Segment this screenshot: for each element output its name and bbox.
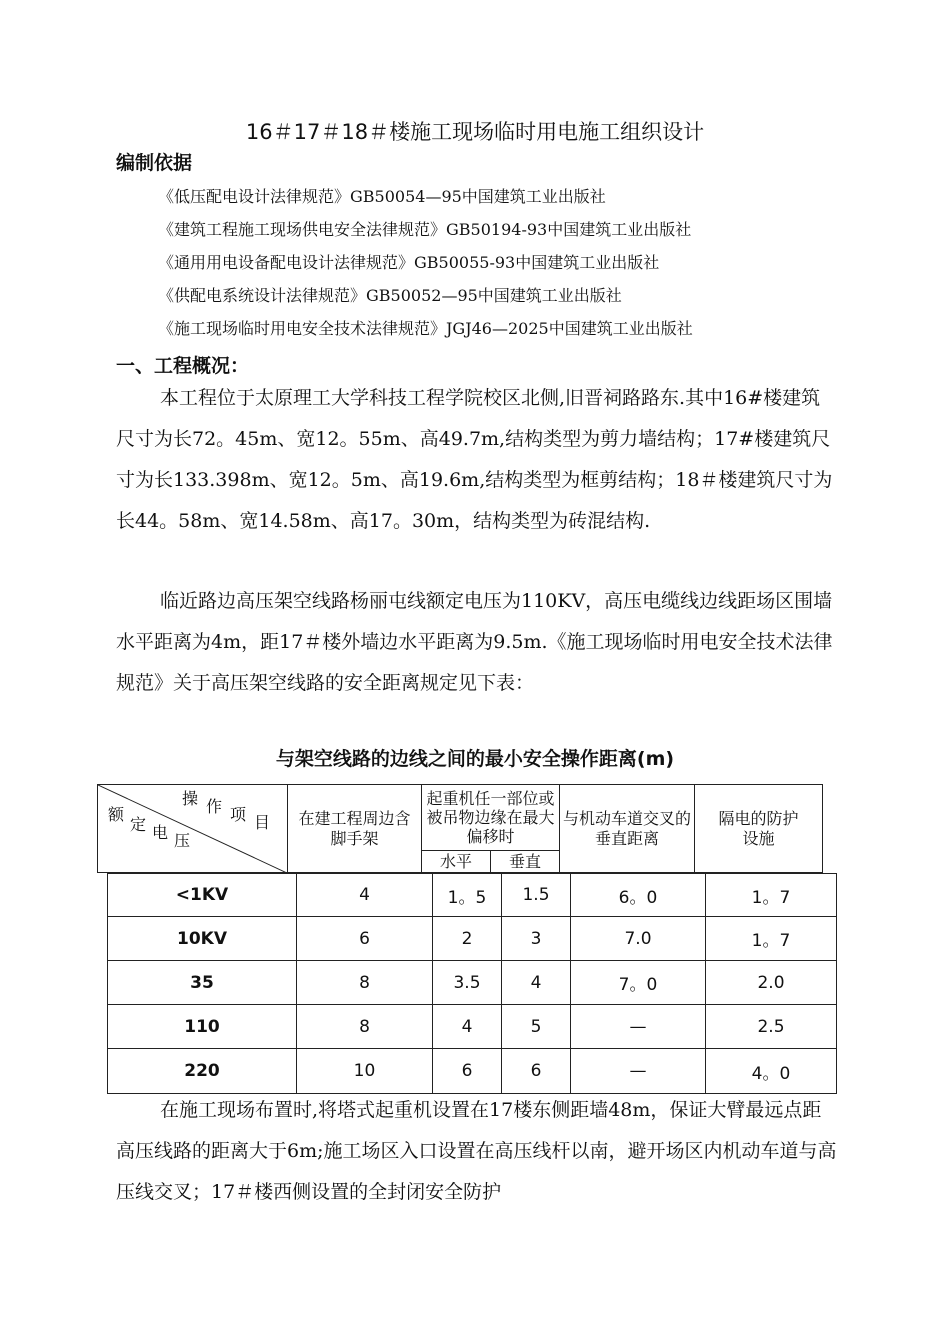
header-crane-offset <box>422 785 560 851</box>
overview-heading: 一、工程概况： <box>116 355 250 377</box>
value-cell: 8 <box>297 961 433 1005</box>
reference-1: 《低压配电设计法律规范》GB50054—95中国建筑工业出版社 <box>158 187 606 206</box>
value-cell: 3 <box>502 917 571 961</box>
basis-heading: 编制依据 <box>116 152 193 174</box>
site-layout-paragraph: 在施工现场布置时,将塔式起重机设置在17楼东侧距墙48m，保证大臂最远点距高压线路的距离大于6m;施工场区入口设置在高压线杆以南，避开场区内机动车道与高压线交叉；17＃楼西侧设置的全封闭安全防护 <box>116 1099 837 1203</box>
reference-2: 《建筑工程施工现场供电安全法律规范》GB50194-93中国建筑工业出版社 <box>158 220 692 239</box>
value-cell: 4。0 <box>706 1049 837 1094</box>
value-cell: 10 <box>297 1049 433 1094</box>
value-cell: 6 <box>433 1049 502 1094</box>
value-cell: 2.5 <box>706 1005 837 1049</box>
table-row <box>108 1005 837 1049</box>
corner-label-1: 操 <box>182 789 199 808</box>
header-building-perimeter <box>288 785 422 873</box>
value-cell: 6 <box>297 917 433 961</box>
overview-paragraph-1: 本工程位于太原理工大学科技工程学院校区北侧,旧晋祠路路东.其中16#楼建筑尺寸为长72。45m、宽12。55m、高49.7m,结构类型为剪力墙结构；17#楼建筑尺寸为长133.398m、宽12。5m、高19.6m,结构类型为框剪结构；18＃楼建筑尺寸为长44。58m、宽14.58m、高17。30m，结构类型为砖混结构. <box>116 387 833 532</box>
value-cell: 7。0 <box>571 961 706 1005</box>
value-cell: 4 <box>433 1005 502 1049</box>
corner-label-6: 定 <box>130 815 147 834</box>
value-cell: 8 <box>297 1005 433 1049</box>
table-row <box>108 874 837 917</box>
value-cell: 1。7 <box>706 917 837 961</box>
table-row <box>108 961 837 1005</box>
overview-paragraph-2: 临近路边高压架空线路杨丽屯线额定电压为110KV，高压电缆线边线距场区围墙水平距离为4m，距17＃楼外墙边水平距离为9.5m.《施工现场临时用电安全技术法律规范》关于高压架空线路的安全距离规定见下表： <box>116 590 833 694</box>
voltage-cell: 220 <box>108 1049 297 1094</box>
value-cell: 4 <box>502 961 571 1005</box>
header-vehicle-crossing-text: 与机动车道交叉的垂直距离 <box>562 808 691 848</box>
table-caption: 与架空线路的边线之间的最小安全操作距离(m) <box>275 748 675 770</box>
distance-table-header <box>97 784 823 873</box>
voltage-cell: 35 <box>108 961 297 1005</box>
header-vertical: 垂直 <box>491 851 560 873</box>
value-cell: — <box>571 1049 706 1094</box>
header-building-perimeter-text: 在建工程周边含脚手架 <box>298 808 411 848</box>
value-cell: 2.0 <box>706 961 837 1005</box>
corner-label-3: 项 <box>230 805 247 824</box>
reference-3: 《通用用电设备配电设计法律规范》GB50055-93中国建筑工业出版社 <box>158 253 660 272</box>
corner-label-7: 电 <box>152 823 169 842</box>
header-horizontal: 水平 <box>422 851 491 873</box>
corner-label-5: 额 <box>108 805 125 824</box>
value-cell: 7.0 <box>571 917 706 961</box>
value-cell: 1。7 <box>706 874 837 917</box>
corner-label-2: 作 <box>206 797 223 816</box>
header-isolation <box>695 785 823 873</box>
header-crane-offset-text: 起重机任一部位或被吊物边缘在最大偏移时 <box>426 789 555 846</box>
value-cell: 6。0 <box>571 874 706 917</box>
corner-label-8: 压 <box>174 831 191 850</box>
voltage-cell: <1KV <box>108 874 297 917</box>
value-cell: 3.5 <box>433 961 502 1005</box>
value-cell: — <box>571 1005 706 1049</box>
header-isolation-text: 隔电的防护设施 <box>718 808 799 848</box>
corner-cell <box>98 785 288 873</box>
header-vehicle-crossing <box>560 785 695 873</box>
distance-table-body <box>107 873 837 1094</box>
value-cell: 2 <box>433 917 502 961</box>
voltage-cell: 110 <box>108 1005 297 1049</box>
value-cell: 1.5 <box>502 874 571 917</box>
document-title: 16＃17＃18＃楼施工现场临时用电施工组织设计 <box>245 120 705 144</box>
value-cell: 6 <box>502 1049 571 1094</box>
table-row <box>108 1049 837 1094</box>
voltage-cell: 10KV <box>108 917 297 961</box>
reference-4: 《供配电系统设计法律规范》GB50052—95中国建筑工业出版社 <box>158 286 622 305</box>
table-row <box>108 917 837 961</box>
value-cell: 1。5 <box>433 874 502 917</box>
value-cell: 5 <box>502 1005 571 1049</box>
corner-label-4: 目 <box>254 813 271 832</box>
reference-5: 《施工现场临时用电安全技术法律规范》JGJ46—2025中国建筑工业出版社 <box>158 319 693 338</box>
value-cell: 4 <box>297 874 433 917</box>
